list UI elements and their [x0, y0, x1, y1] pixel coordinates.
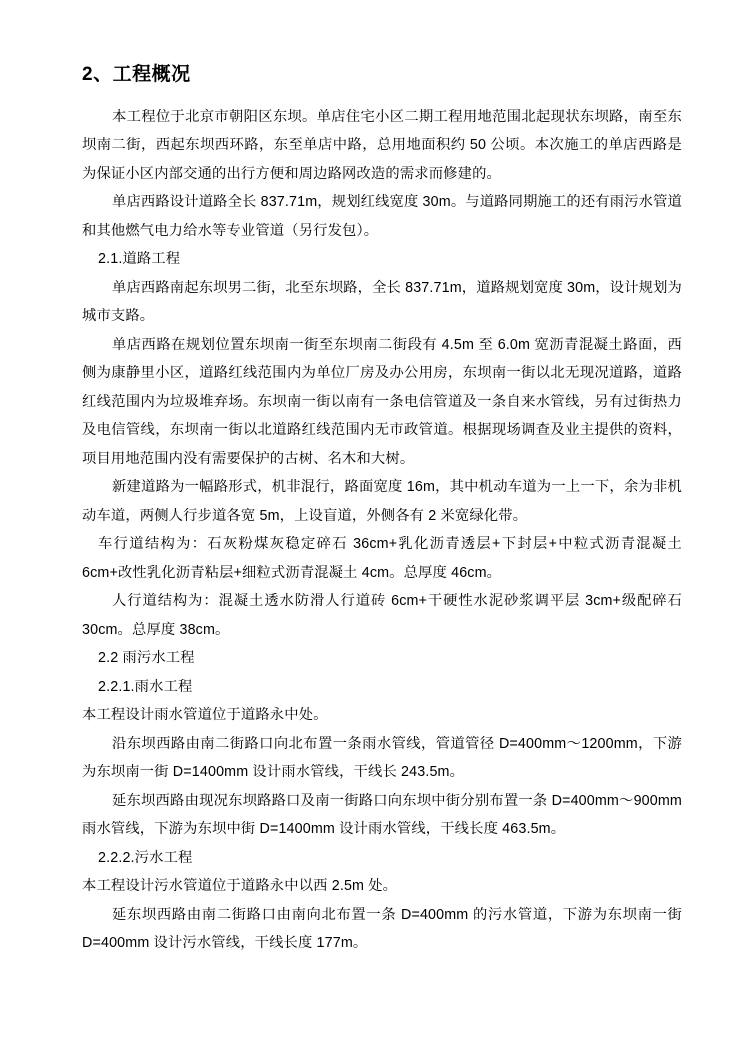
- paragraph: 延东坝西路由现况东坝路路口及南一街路口向东坝中街分别布置一条 D=400mm～900mm 雨水管线，下游为东坝中街 D=1400mm 设计雨水管线，干线长度 463.5m。: [82, 792, 682, 838]
- paragraph: 人行道结构为：混凝土透水防滑人行道砖 6cm+干硬性水泥砂浆调平层 3cm+级配碎石 30cm。总厚度 38cm。: [82, 593, 682, 638]
- paragraph: 沿东坝西路由南二街路口向北布置一条雨水管线，管道管径 D=400mm～1200mm，下游为东坝南一街 D=1400mm 设计雨水管线，干线长 243.5m。: [82, 735, 682, 781]
- paragraph: 本工程设计雨水管道位于道路永中处。: [82, 707, 328, 724]
- paragraph: 本工程设计污水管道位于道路永中以西 2.5m 处。: [82, 878, 398, 895]
- paragraph: 单店西路在规划位置东坝南一街至东坝南二街段有 4.5m 至 6.0m 宽沥青混凝土路面，西侧为康静里小区，道路红线范围内为单位厂房及办公用房，东坝南一街以北无现况道路，道路红线范围内为垃圾堆弃场。东坝南一街以南有一条电信管道及一条自来水管线，另有过街热力及电信管线，东坝南一街以北道路红线范围内无市政管道。根据现场调查及业主提供的资料，项目用地范围内没有需要保护的古树、名木和大树。: [82, 336, 682, 467]
- paragraph: 延东坝西路由南二街路口由南向北布置一条 D=400mm 的污水管道，下游为东坝南一街 D=400mm 设计污水管线，干线长度 177m。: [82, 906, 682, 952]
- section-heading-2-1: 2.1.道路工程: [98, 251, 181, 268]
- section-heading-2-2: 2.2 雨污水工程: [98, 650, 195, 667]
- paragraph: 单店西路设计道路全长 837.71m，规划红线宽度 30m。与道路同期施工的还有雨污水管道和其他燃气电力给水等专业管道（另行发包）。: [82, 194, 682, 239]
- paragraph: 单店西路南起东坝男二街，北至东坝路，全长 837.71m，道路规划宽度 30m，设计规划为城市支路。: [82, 279, 682, 325]
- section-heading-2-2-1: 2.2.1.雨水工程: [98, 678, 193, 695]
- paragraph: 新建道路为一幅路形式，机非混行，路面宽度 16m，其中机动车道为一上一下，余为非机动车道，两侧人行步道各宽 5m，上设盲道，外侧各有 2 米宽绿化带。: [82, 479, 682, 524]
- section-heading-2-2-2: 2.2.2.污水工程: [98, 849, 193, 866]
- paragraph: 车行道结构为：石灰粉煤灰稳定碎石 36cm+乳化沥青透层+下封层+中粒式沥青混凝土 6cm+改性乳化沥青粘层+细粒式沥青混凝土 4cm。总厚度 46cm。: [82, 536, 682, 581]
- page-title: 2、工程概况: [82, 64, 191, 85]
- paragraph: 本工程位于北京市朝阳区东坝。单店住宅小区二期工程用地范围北起现状东坝路，南至东坝南二街，西起东坝西环路，东至单店中路，总用地面积约 50 公顷。本次施工的单店西路是为保证小区内部交通的出行方便和周边路网改造的需求而修建的。: [82, 108, 682, 182]
